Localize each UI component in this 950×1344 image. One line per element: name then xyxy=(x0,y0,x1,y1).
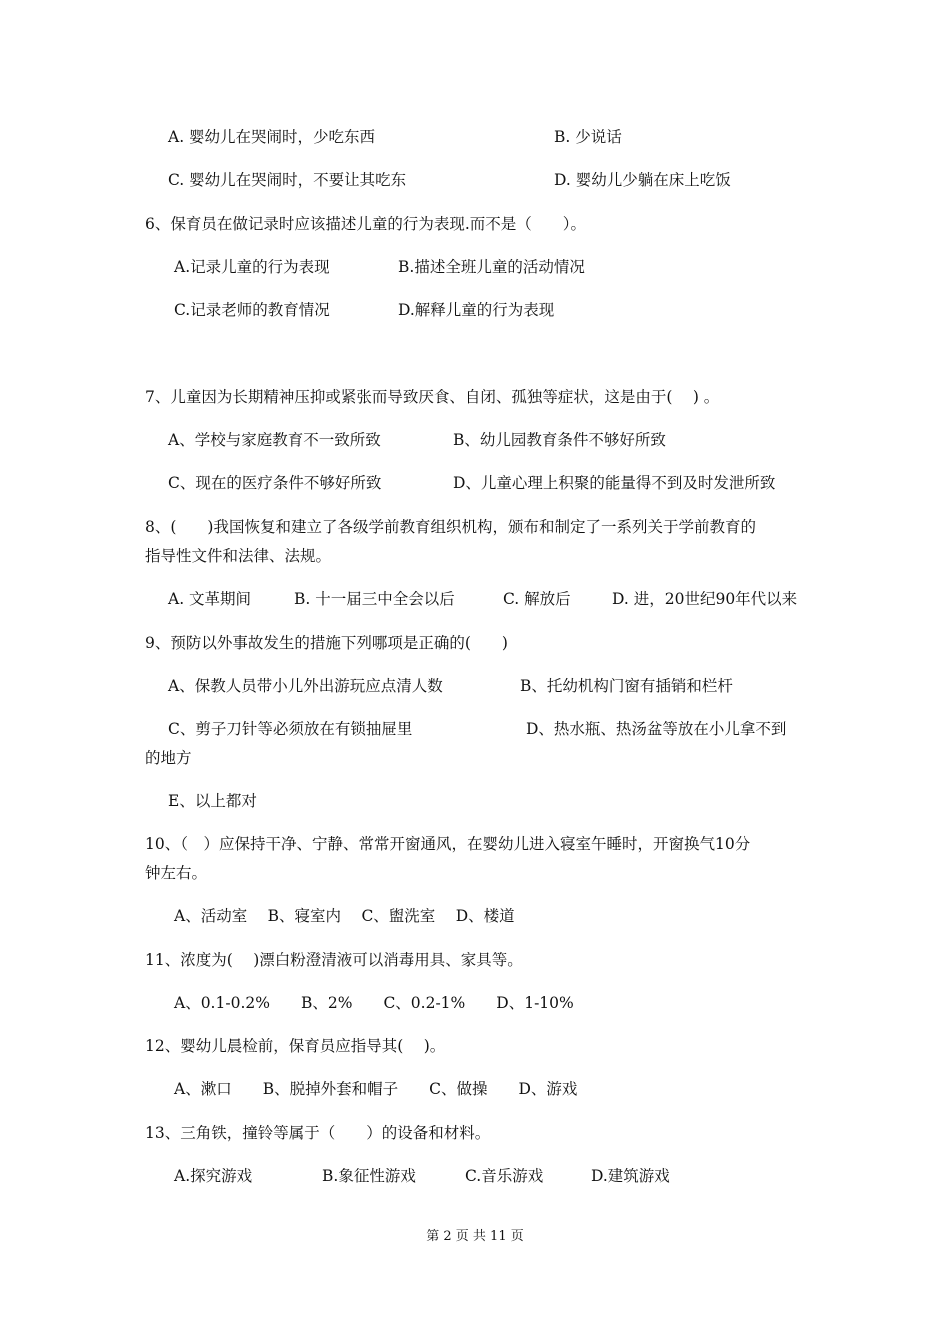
q9-option-d-line1: D、热水瓶、热汤盆等放在小儿拿不到 xyxy=(526,720,787,738)
q8-option-b: B. 十一届三中全会以后 xyxy=(294,590,455,608)
q5-option-d: D. 婴幼儿少躺在床上吃饭 xyxy=(554,171,731,189)
q10-options: A、活动室 B、寝室内 C、盥洗室 D、楼道 xyxy=(174,907,515,925)
q8-option-d: D. 进，20世纪90年代以来 xyxy=(612,590,798,608)
q6-stem: 6、保育员在做记录时应该描述儿童的行为表现.而不是（ ）。 xyxy=(145,215,587,233)
q6-option-d: D.解释儿童的行为表现 xyxy=(398,301,555,319)
q7-option-b: B、幼儿园教育条件不够好所致 xyxy=(453,431,666,449)
q8-stem-line1: 8、( )我国恢复和建立了各级学前教育组织机构，颁布和制定了一系列关于学前教育的 xyxy=(145,518,756,536)
q7-option-d: D、儿童心理上积聚的能量得不到及时发泄所致 xyxy=(453,474,776,492)
q9-stem: 9、预防以外事故发生的措施下列哪项是正确的( ) xyxy=(145,634,508,652)
q6-option-b: B.描述全班儿童的活动情况 xyxy=(398,258,585,276)
q9-option-a: A、保教人员带小儿外出游玩应点清人数 xyxy=(168,677,443,695)
q5-option-b: B. 少说话 xyxy=(554,128,622,146)
page-footer: 第 2 页 共 11 页 xyxy=(426,1229,524,1244)
q8-option-c: C. 解放后 xyxy=(503,590,571,608)
q11-options: A、0.1-0.2% B、2% C、0.2-1% D、1-10% xyxy=(174,994,574,1012)
q8-option-a: A. 文革期间 xyxy=(168,590,252,608)
q10-stem-line1: 10、（ ）应保持干净、宁静、常常开窗通风，在婴幼儿进入寝室午睡时，开窗换气10分 xyxy=(145,835,751,853)
q12-stem: 12、婴幼儿晨检前，保育员应指导其( )。 xyxy=(145,1037,446,1055)
q6-option-a: A.记录儿童的行为表现 xyxy=(174,258,330,276)
q9-option-d-line2: 的地方 xyxy=(145,749,192,767)
q9-option-c: C、剪子刀针等必须放在有锁抽屉里 xyxy=(168,720,413,738)
q11-stem: 11、浓度为( )漂白粉澄清液可以消毒用具、家具等。 xyxy=(145,951,523,969)
q12-options: A、漱口 B、脱掉外套和帽子 C、做操 D、游戏 xyxy=(174,1080,578,1098)
q9-option-e: E、以上都对 xyxy=(168,792,257,810)
q13-option-a: A.探究游戏 xyxy=(174,1167,253,1185)
q6-option-c: C.记录老师的教育情况 xyxy=(174,301,330,319)
q13-option-c: C.音乐游戏 xyxy=(465,1167,544,1185)
q8-stem-line2: 指导性文件和法律、法规。 xyxy=(145,547,332,565)
q10-stem-line2: 钟左右。 xyxy=(145,864,208,882)
q13-option-d: D.建筑游戏 xyxy=(591,1167,670,1185)
q9-option-b: B、托幼机构门窗有插销和栏杆 xyxy=(520,677,733,695)
q13-stem: 13、三角铁，撞铃等属于（ ）的设备和材料。 xyxy=(145,1124,491,1142)
q7-stem: 7、儿童因为长期精神压抑或紧张而导致厌食、自闭、孤独等症状，这是由于( ) 。 xyxy=(145,388,720,406)
q7-option-c: C、现在的医疗条件不够好所致 xyxy=(168,474,382,492)
q7-option-a: A、学校与家庭教育不一致所致 xyxy=(168,431,381,449)
q5-option-a: A. 婴幼儿在哭闹时，少吃东西 xyxy=(168,128,376,146)
q5-option-c: C. 婴幼儿在哭闹时，不要让其吃东 xyxy=(168,171,407,189)
q13-option-b: B.象征性游戏 xyxy=(322,1167,416,1185)
